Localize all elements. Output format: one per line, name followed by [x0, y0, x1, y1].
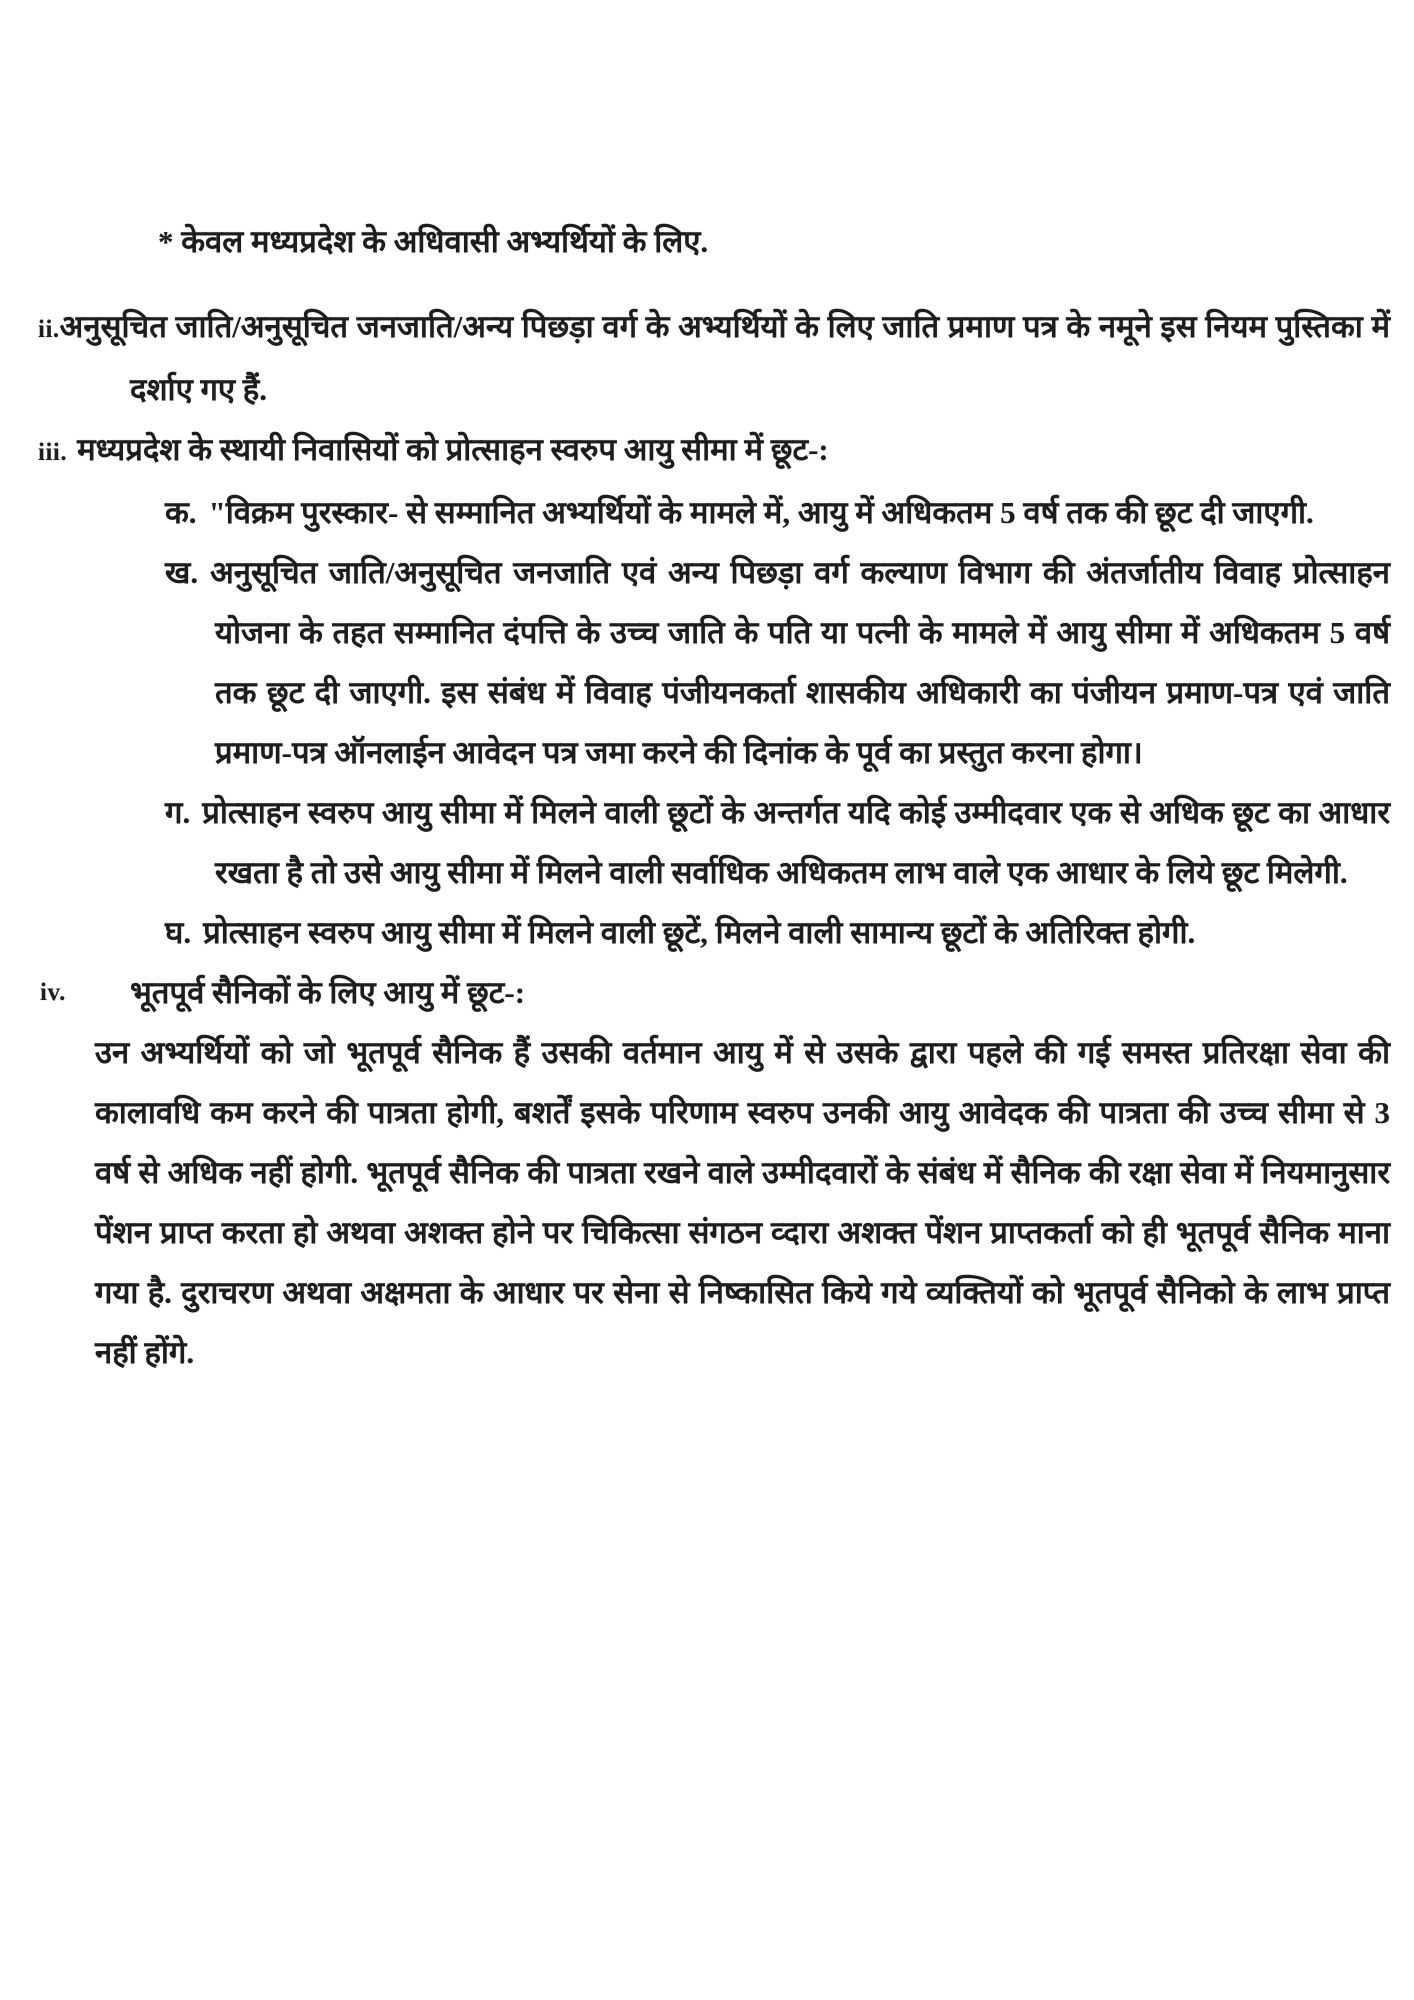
item-iii-text: मध्यप्रदेश के स्थायी निवासियों को प्रोत्साहन स्वरुप आयु सीमा में छूट-:	[77, 432, 829, 467]
list-item-ii	[38, 297, 1390, 420]
sub-item-kha	[38, 543, 1390, 783]
list-item-iii	[38, 420, 1390, 483]
section-iv-paragraph: उन अभ्यर्थियों को जो भूतपूर्व सैनिक हैं उसकी वर्तमान आयु में से उसके द्वारा पहले की गई समस्त प्रतिरक्षा सेवा की कालावधि कम करने की पात्रता होगी, बशर्तें इसके परिणाम स्वरुप उनकी आयु आवेदक की पात्रता की उच्च सीमा से 3 वर्ष से अधिक नहीं होगी. भूतपूर्व सैनिक की पात्रता रखने वाले उम्मीदवारों के संबंध में सैनिक की रक्षा सेवा में नियमानुसार पेंशन प्राप्त करता हो अथवा अशक्त होने पर चिकित्सा संगठन व्दारा अशक्त पेंशन प्राप्तकर्ता को ही भूतपूर्व सैनिक माना गया है. दुराचरण अथवा अक्षमता के आधार पर सेना से निष्कासित किये गये व्यक्तियों को भूतपूर्व सैनिको के लाभ प्राप्त नहीं होंगे.	[95, 1035, 1390, 1370]
domicile-footnote: * केवल मध्यप्रदेश के अधिवासी अभ्यर्थियों के लिए.	[158, 224, 709, 259]
item-ii-text: अनुसूचित जाति/अनुसूचित जनजाति/अन्य पिछड़ा वर्ग के अभ्यर्थियों के लिए जाति प्रमाण पत्र के नमूने इस नियम पुस्तिका में दर्शाए गए हैं.	[59, 309, 1390, 407]
sub-item-ka-marker: क.	[165, 495, 197, 530]
sub-item-kha-text: अनुसूचित जाति/अनुसूचित जनजाति एवं अन्य पिछड़ा वर्ग कल्याण विभाग की अंतर्जातीय विवाह प्रोत्साहन योजना के तहत सम्मानित दंपत्ति के उच्च जाति के पति या पत्नी के मामले में आयु सीमा में अधिकतम 5 वर्ष तक छूट दी जाएगी. इस संबंध में विवाह पंजीयनकर्ता शासकीय अधिकारी का पंजीयन प्रमाण-पत्र एवं जाति प्रमाण-पत्र ऑनलाईन आवेदन पत्र जमा करने की दिनांक के पूर्व का प्रस्तुत करना होगा।	[210, 555, 1390, 770]
section-iv-heading-row	[38, 963, 1390, 1023]
sub-item-gha-text: प्रोत्साहन स्वरुप आयु सीमा में मिलने वाली छूटें, मिलने वाली सामान्य छूटों के अतिरिक्त होगी.	[203, 915, 1196, 950]
sub-item-ga-marker: ग.	[165, 795, 191, 830]
sub-item-kha-marker: ख.	[165, 555, 199, 590]
item-iii-marker: iii.	[38, 439, 68, 466]
sub-item-ka	[38, 483, 1390, 543]
section-iv-marker: iv.	[40, 979, 66, 1006]
sub-item-gha	[38, 903, 1390, 963]
sub-item-gha-marker: घ.	[165, 915, 192, 950]
sub-item-ga-text: प्रोत्साहन स्वरुप आयु सीमा में मिलने वाली छूटों के अन्तर्गत यदि कोई उम्मीदवार एक से अधिक छूट का आधार रखता है तो उसे आयु सीमा में मिलने वाली सर्वाधिक अधिकतम लाभ वाले एक आधार के लिये छूट मिलेगी.	[202, 795, 1390, 890]
section-iv-heading: भूतपूर्व सैनिकों के लिए आयु में छूट-:	[130, 975, 526, 1010]
sub-item-ka-text: "विक्रम पुरस्कार- से सम्मानित अभ्यर्थियों के मामले में, आयु में अधिकतम 5 वर्ष तक की छूट दी जाएगी.	[208, 495, 1314, 530]
sub-item-ga	[38, 783, 1390, 903]
item-ii-marker: ii.	[38, 316, 60, 343]
